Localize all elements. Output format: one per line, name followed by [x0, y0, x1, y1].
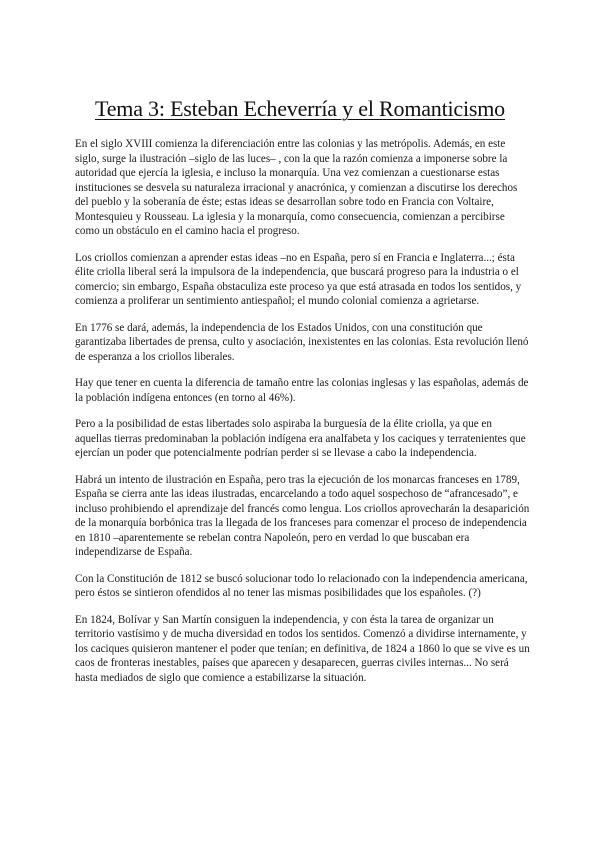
paragraph: Los criollos comienzan a aprender estas ideas –no en España, pero sí en Francia e Inglaterra...; ésta élite criolla liberal será la impulsora de la independencia, que buscará progreso para la industria o el comercio; sin embargo, España obstaculiza este proceso ya que está atrasada en todos los sentidos, y comienza a proliferar un sentimiento antiespañol; el mundo colonial comienza a agrietarse.	[75, 251, 522, 307]
document-title	[0, 96, 600, 122]
paragraph: En 1776 se dará, además, la independencia de los Estados Unidos, con una constitución que garantizaba libertades de prensa, culto y asociación, inexistentes en las colonias. Esta revolución llenó de esperanza a los criollos liberales.	[75, 321, 529, 363]
document-body	[75, 137, 530, 697]
paragraph: Habrá un intento de ilustración en España, pero tras la ejecución de los monarcas franceses en 1789, España se cierra ante las ideas ilustradas, encarcelando a todo aquel sospechoso de “afrancesado”, e incluso prohibiendo el aprendizaje del francés como lengua. Los criollos aprovecharán la desaparición de la monarquía borbónica tras la llegada de los franceses para comenzar el proceso de independencia en 1810 –aparentemente se rebelan contra Napoleón, pero en verdad lo que buscaban era independizarse de España.	[75, 473, 530, 558]
paragraph: En 1824, Bolívar y San Martín consiguen la independencia, y con ésta la tarea de organizar un territorio vastísimo y de mucha diversidad en todos los sentidos. Comenzó a dividirse internamente, y los caciques quisieron mantener el poder que tenían; en definitiva, de 1824 a 1860 lo que se vive es un caos de fronteras inestables, países que aparecen y desaparecen, guerras civiles internas... No será hasta mediados de siglo que comience a estabilizarse la situación.	[75, 613, 530, 684]
paragraph: Pero a la posibilidad de estas libertades solo aspiraba la burguesía de la élite criolla, ya que en aquellas tierras predominaban la población indígena era analfabeta y los caciques y terratenientes que ejercían un poder que potencialmente podrían perder si se llevase a cabo la independencia.	[75, 418, 526, 459]
paragraph: Con la Constitución de 1812 se buscó solucionar todo lo relacionado con la independencia americana, pero éstos se sintieron ofendidos al no tener las mismas posibilidades que los españoles. (?)	[75, 572, 528, 599]
paragraph: En el siglo XVIII comienza la diferenciación entre las colonias y las metrópolis. Además, en este siglo, surge la ilustración –siglo de las luces– , con la que la razón comienza a imponerse sobre la autoridad que ejercía la iglesia, e incluso la monarquía. Una vez comienzan a cuestionarse estas instituciones se desvela su naturaleza irracional y anacrónica, y comienzan a discutirse los derechos del pueblo y la soberanía de éste; estas ideas se desarrollan sobre todo en Francia con Voltaire, Montesquieu y Rousseau. La iglesia y la monarquía, como consecuencia, comienzan a percibirse como un obstáculo en el camino hacia el progreso.	[75, 138, 518, 237]
paragraph: Hay que tener en cuenta la diferencia de tamaño entre las colonias inglesas y las españolas, además de la población indígena entonces (en torno al 46%).	[75, 377, 529, 404]
document-title-text: Tema 3: Esteban Echeverría y el Romanticismo	[95, 96, 505, 121]
